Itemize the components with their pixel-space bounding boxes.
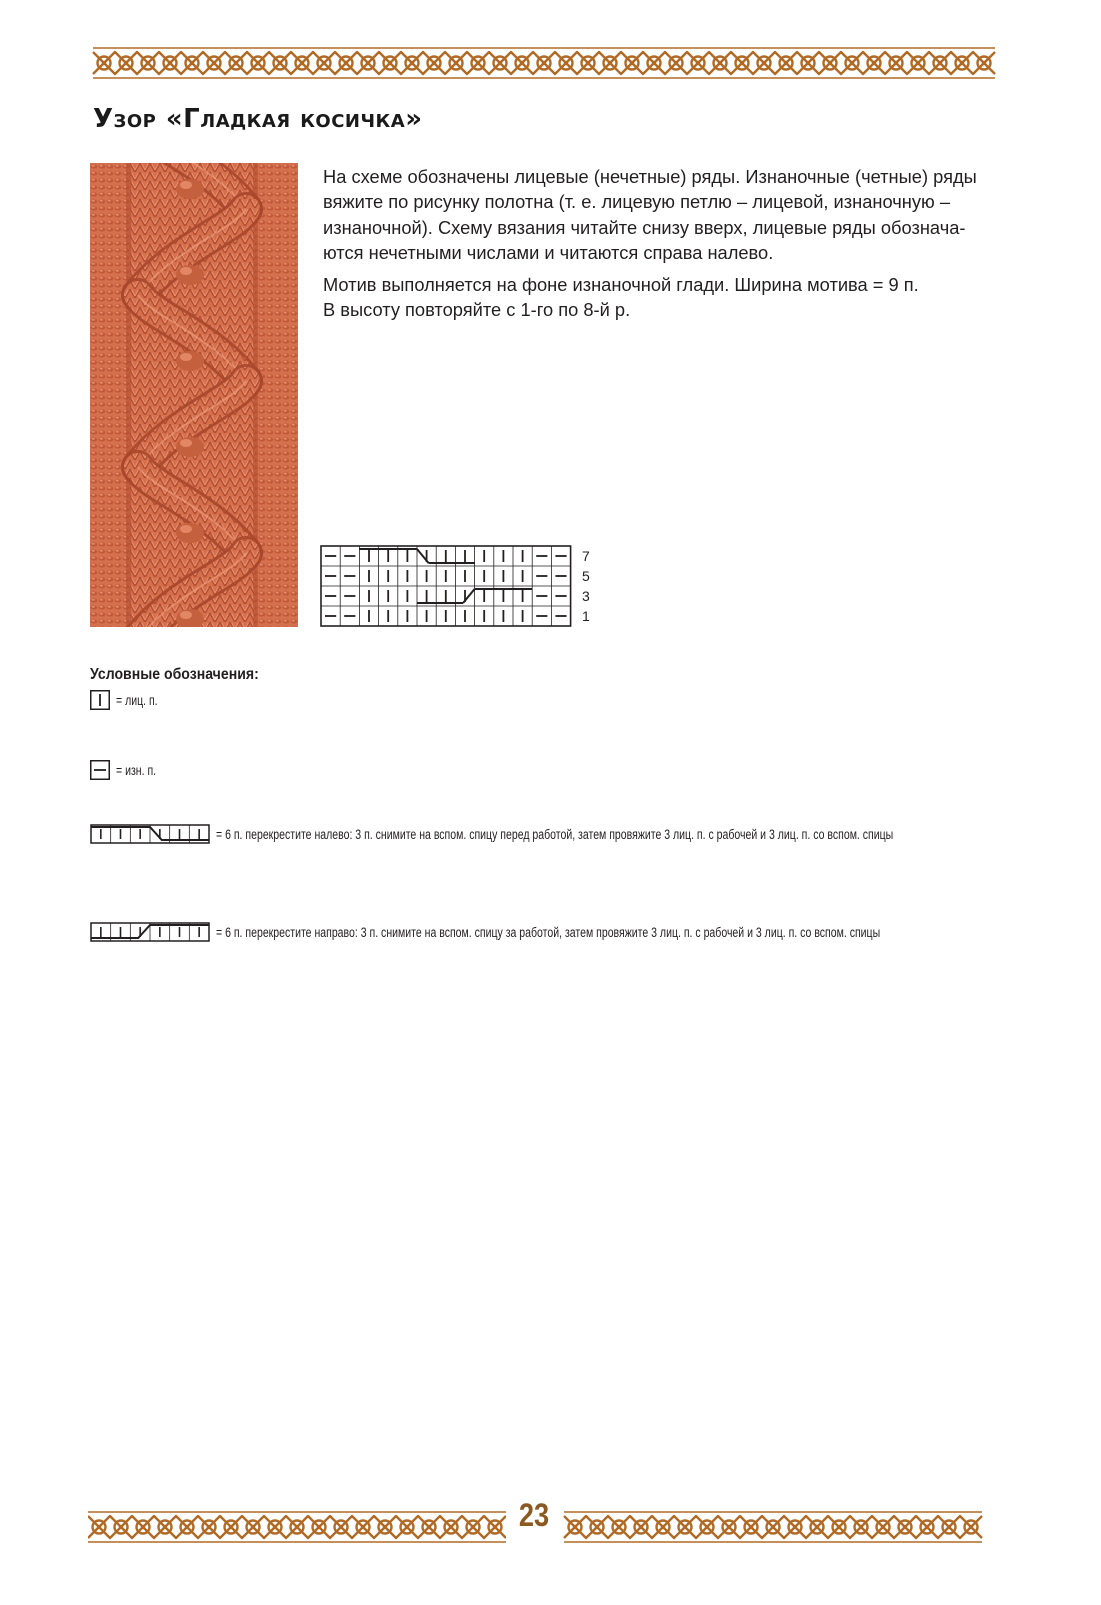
description-paragraph-2: [323, 272, 991, 323]
legend-title: Условные обозначения:: [90, 666, 259, 683]
cable-cross-right-symbol-icon: [90, 922, 210, 942]
celtic-knot-border-bottom-right: [562, 1510, 984, 1544]
celtic-knot-border-top: [92, 46, 996, 80]
legend-purl-label: = изн. п.: [116, 762, 157, 778]
top-ornament-border: [92, 46, 996, 80]
knitting-chart: [320, 545, 595, 627]
celtic-knot-border-bottom-left: [88, 1510, 506, 1544]
bottom-ornament-border-left: [88, 1510, 506, 1544]
row-label-3: 3: [582, 588, 590, 604]
description-line: вяжите по рисунку полотна (т. е. лицевую петлю – лицевой, изнаночную –: [323, 191, 950, 213]
page-title: Узор «Гладкая косичка»: [93, 104, 423, 134]
legend-knit-stitch: [90, 690, 169, 710]
legend-cross-right: [90, 922, 1067, 942]
row-label-7: 7: [582, 548, 590, 564]
description-line: ются нечетными числами и читаются справа налево.: [323, 241, 774, 263]
pattern-description: [323, 164, 991, 330]
description-line: В высоту повторяйте с 1-го по 8-й р.: [323, 299, 631, 321]
legend-cross-right-label: = 6 п. перекрестите направо: 3 п. снимите на вспом. спицу за работой, затем провяжите 3 лиц. п. с рабочей и 3 лиц. п. со вспом. спицы: [216, 924, 881, 940]
bottom-ornament-border-right: [562, 1510, 984, 1544]
chart-grid: [321, 546, 571, 626]
description-line: изнаночной). Схему вязания читайте снизу вверх, лицевые ряды обознача-: [323, 216, 966, 238]
legend-knit-label: = лиц. п.: [116, 692, 158, 708]
description-line: Мотив выполняется на фоне изнаночной глади. Ширина мотива = 9 п.: [323, 274, 919, 296]
legend-cross-left-label: = 6 п. перекрестите налево: 3 п. снимите на вспом. спицу перед работой, затем провяжите 3 лиц. п. с рабочей и 3 лиц. п. со вспом. спицы: [216, 826, 894, 842]
description-paragraph-1: [323, 164, 991, 265]
knitted-swatch-photo: [90, 163, 298, 627]
legend-cross-left: [90, 824, 1084, 844]
row-label-1: 1: [582, 608, 590, 624]
description-line: На схеме обозначены лицевые (нечетные) ряды. Изнаночные (четные) ряды: [323, 166, 977, 187]
cable-braid: [126, 163, 258, 627]
row-label-5: 5: [582, 568, 590, 584]
legend-purl-stitch: [90, 760, 167, 780]
page-number: 23: [518, 1497, 550, 1533]
purl-stitch-symbol-icon: [90, 760, 110, 780]
cable-cross-left-symbol-icon: [90, 824, 210, 844]
knit-stitch-symbol-icon: [90, 690, 110, 710]
